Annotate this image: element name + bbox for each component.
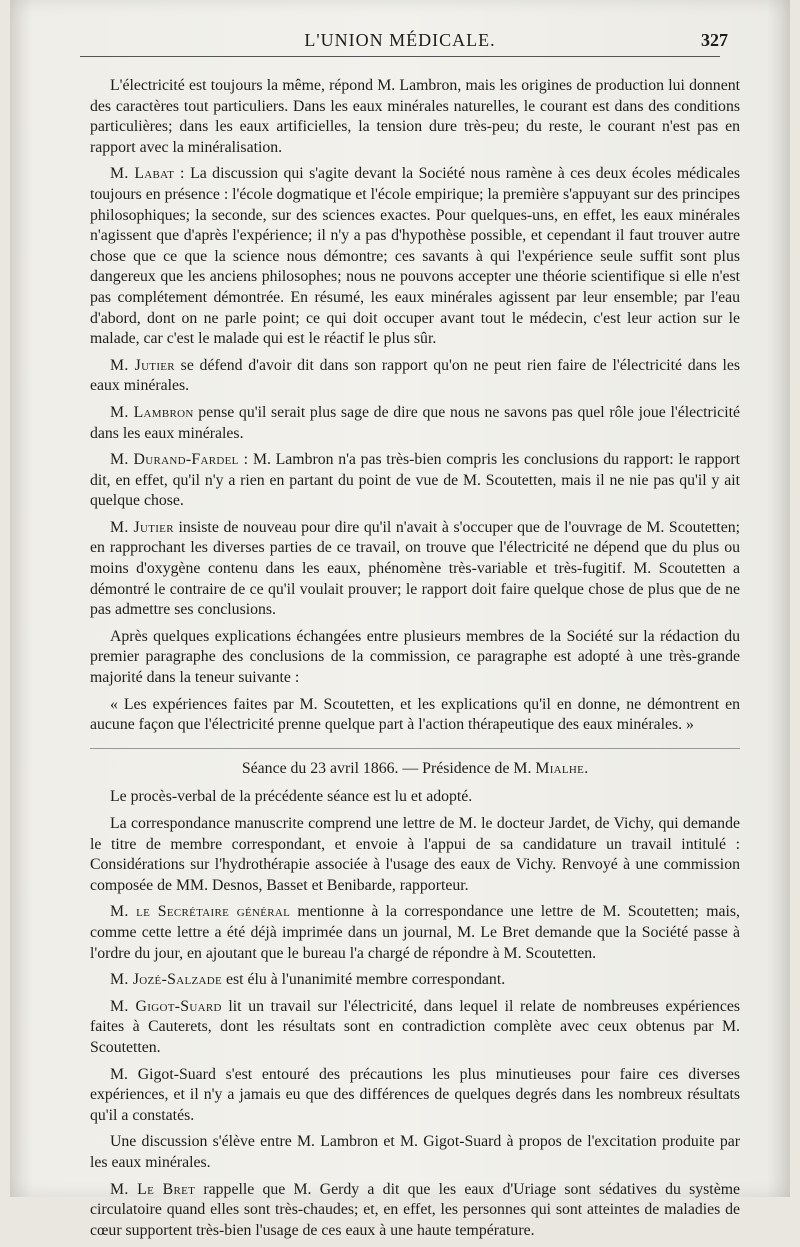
conclusion-quote: [90, 695, 740, 736]
paragraph: [90, 1132, 740, 1173]
page-header: [80, 30, 728, 60]
paragraph-text: La correspondance manuscrite comprend une lettre de M. le docteur Jardet, de Vichy, qui demande le titre de membre correspondant, et envoie à l'appui de sa candidature un travail intitulé : Considérations sur l'hydrothérapie associée à l'usage des eaux de Vichy. Renvoyé à une commission composée de MM. Desnos, Basset et Benibarde, rapporteur.: [90, 815, 740, 894]
speaker: M. Lambron: [110, 403, 194, 421]
paragraph: [90, 627, 740, 689]
speaker: M. Jozé-Salzade: [110, 971, 223, 989]
paragraph-text: est élu à l'unanimité membre correspondant.: [222, 971, 506, 989]
paragraph-text: pense qu'il serait plus sage de dire que nous ne savons pas quel rôle joue l'électricité dans les eaux minérales.: [90, 403, 740, 442]
speaker: M. Jutier: [110, 356, 175, 374]
paragraph: [90, 164, 740, 349]
paragraph: [90, 76, 740, 158]
paragraph-text: mentionne à la correspondance une lettre de M. Scoutetten; mais, comme cette lettre a été déjà imprimée dans un journal, M. Le Bret demande que la Société passe à l'ordre du jour, en ajoutant que le bureau l'a chargé de répondre à M. Scoutetten.: [90, 903, 740, 962]
paragraph-text: Une discussion s'élève entre M. Lambron et M. Gigot-Suard à propos de l'excitation produite par les eaux minérales.: [90, 1133, 740, 1171]
paragraph: [90, 902, 740, 964]
body-text: [90, 76, 740, 1247]
paragraph-text: L'électricité est toujours la même, répond M. Lambron, mais les origines de production lui donnent des caractères tout particuliers. Dans les eaux minérales naturelles, le courant est dans des conditions particulières; dans les eaux artificielles, la tension dure très-peu; du reste, le courant n'est pas en rapport avec la minéralisation.: [90, 77, 740, 156]
meeting-end: .: [584, 759, 589, 777]
paragraph-text: M. Gigot-Suard s'est entouré des précautions les plus minutieuses pour faire ces diverses expériences, et il n'y a jamais eu que des différences de quelques degrés dans les nombreux résultats qu'il a constatés.: [90, 1065, 740, 1124]
speaker: M. le Secrétaire général: [110, 903, 291, 921]
paragraph: [90, 787, 740, 808]
paragraph-text: Le procès-verbal de la précédente séance est lu et adopté.: [110, 788, 473, 806]
paragraph: [90, 1065, 740, 1127]
paragraph-text: se défend d'avoir dit dans son rapport qu'on ne peut rien faire de l'électricité dans les eaux minérales.: [90, 356, 740, 395]
meeting-president: Mialhe: [535, 759, 585, 777]
paragraph: [90, 970, 740, 991]
paragraph: [90, 518, 740, 621]
speaker: M. Labat :: [110, 165, 185, 183]
header-rule: [80, 56, 720, 57]
running-head: L'UNION MÉDICALE.: [304, 30, 496, 50]
paragraph: [90, 1180, 740, 1242]
meeting-heading: [90, 748, 740, 780]
paragraph: [90, 356, 740, 397]
speaker: M. Jutier: [110, 518, 174, 536]
meeting-label: Séance du 23 avril 1866. — Présidence de M.: [241, 759, 536, 777]
paragraph-text: rappelle que M. Gerdy a dit que les eaux d'Uriage sont sédatives du système circulatoire quand elles sont très-chaudes; et, en effet, les personnes qui sont atteintes de maladies de cœur supportent très-bien l'usage de ces eaux à une haute température.: [90, 1180, 741, 1239]
speaker: M. Gigot-Suard: [110, 997, 222, 1015]
paragraph-text: « Les expériences faites par M. Scoutetten, et les explications qu'il en donne, ne démontrent en aucune façon que l'électricité prenne quelque part à l'action thérapeutique des eaux minérales. »: [90, 695, 740, 734]
paragraph-text: M. Lambron n'a pas très-bien compris les conclusions du rapport: le rapport dit, en effet, qu'il n'y a rien en partant du point de vue de M. Scoutetten, mais il ne nie pas qu'il y ait quelque chose.: [90, 451, 740, 510]
paragraph: [90, 997, 740, 1059]
speaker: M. Durand-Fardel :: [110, 451, 249, 469]
paragraph: [90, 450, 740, 512]
paragraph-text: La discussion qui s'agite devant la Société nous ramène à ces deux écoles médicales toujours en présence : l'école dogmatique et l'école empirique; la première s'appuyant sur des principes philosophiques; la seconde, sur des sciences exactes. Pour quelques-uns, en effet, les eaux minérales n'agissent que d'après l'expérience; il n'y a pas d'hypothèse possible, et cependant il faut trouver autre chose que ce que la science nous démontre; ces savants à qui l'expérience seule suffit sont plus dangereux que les anciens philosophes; nous ne pouvons accepter une théorie scientifique si elle n'est pas complétement démontrée. En résumé, les eaux minérales agissent par leur ensemble; par l'eau d'abord, dont on ne parle point; ce qui doit occuper avant tout le médecin, c'est leur action sur le malade, car c'est le malade qui est le réactif le plus sûr.: [90, 165, 740, 348]
paragraph-text: insiste de nouveau pour dire qu'il n'avait à s'occuper que de l'ouvrage de M. Scoutetten; en rapprochant les diverses parties de ce travail, on trouve que l'électricité ne dépend que du plus ou moins d'oxygène contenu dans les eaux, phénomène très-variable et très-fugitif. M. Scoutetten a démontré le contraire de ce qu'il voulait prouver; le rapport doit faire quelque chose de plus que de ne pas admettre ses conclusions.: [90, 518, 740, 619]
book-page: [10, 0, 790, 1239]
speaker: M. Le Bret: [110, 1180, 196, 1198]
paragraph: [90, 403, 740, 444]
paragraph: [90, 814, 740, 896]
page-number: 327: [701, 30, 728, 50]
paragraph-text: lit un travail sur l'électricité, dans lequel il relate de nombreuses expériences faites à Cauterets, dont les résultats sont en contradiction complète avec ceux obtenus par M. Scoutetten.: [90, 997, 740, 1056]
paragraph-text: Après quelques explications échangées entre plusieurs membres de la Société sur la rédaction du premier paragraphe des conclusions de la commission, ce paragraphe est adopté à une très-grande majorité dans la teneur suivante :: [90, 627, 740, 687]
